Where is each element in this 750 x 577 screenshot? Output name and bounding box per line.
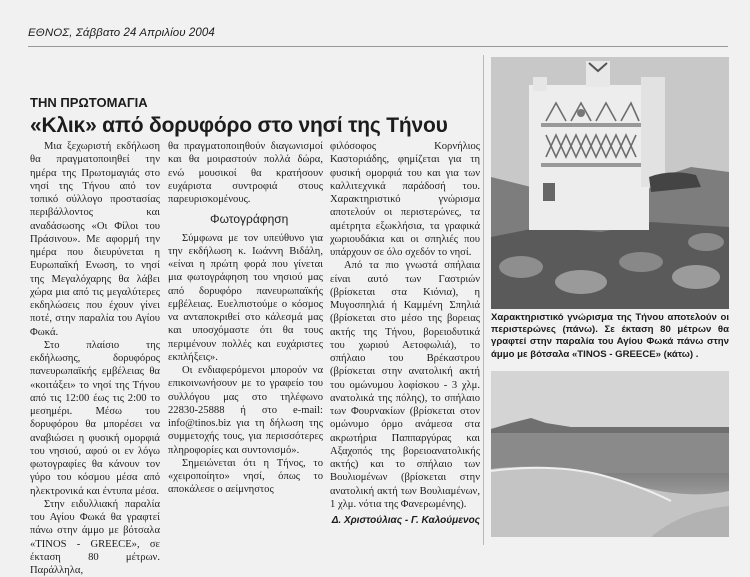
- newspaper-header: ΕΘΝΟΣ, Σάββατο 24 Απριλίου 2004: [28, 27, 215, 39]
- article-column-2: [168, 140, 323, 497]
- dovecote-illustration: [491, 57, 729, 309]
- article-column-3: [330, 140, 480, 527]
- paragraph: θα πραγματοποιηθούν διαγωνισμοί και θα μοιραστούν πολλά δώρα, ενώ μουσικοί θα κρατήσουν ευχάριστα συντροφιά στους παρευρισκομένους.: [168, 141, 323, 205]
- column-divider: [483, 55, 484, 545]
- paragraph: Μια ξεχωριστή εκδήλωση θα πραγματοποιηθεί την ημέρα της Πρωτομαγιάς στο νησί της Τήνου από τον τοπικό σύλλογο προστασίας περιβάλλοντος και αναδάσωσης «Οι Φίλοι του Πράσινου». Με αφορμή την ημέρα που διευρύνεται η Ευρωπαϊκή Ενωση, το νησί της Μεγαλόχαρης θα λάβει χώρα μια από τις μεγαλύτερες εκδηλώσεις που έχουν γίνει ποτέ, στην παραλία του Αγίου Φωκά.: [30, 141, 160, 338]
- paragraph: Στην ειδυλλιακή παραλία του Αγίου Φωκά θα γραφτεί πάνω στην άμμο με βότσαλα «TINOS - GREECE», σε έκταση 80 μέτρων. Παράλληλα,: [30, 498, 160, 576]
- paragraph: Οι ενδιαφερόμενοι μπορούν να επικοινωνήσουν με το γραφείο του συλλόγου μας στο τηλέφωνο 22830-25888 ή στο e-mail: info@tinos.biz για τη δήλωση της συμμετοχής τους, για περισσότερες πληροφορίες και συντονισμό».: [168, 365, 323, 456]
- paragraph: Σύμφωνα με τον υπεύθυνο για την εκδήλωση κ. Ιωάννη Βιδάλη, «είναι η πρώτη φορά που γίνεται μια φωτογράφηση του νησιού μας από δορυφόρο πανευρωπαϊκής εμβέλειας. Ευελπιστούμε ο κόσμος να ανταποκριθεί στο κάλεσμά μας και υποσχόμαστε ότι θα τους περιμένουν πολλές και ευχάριστες εκπλήξεις».: [168, 232, 323, 363]
- beach-photo: [491, 371, 729, 537]
- dovecote-photo: [491, 57, 729, 309]
- article-headline: «Κλικ» από δορυφόρο στο νησί της Τήνου: [30, 114, 448, 137]
- article-kicker: ΤΗΝ ΠΡΩΤΟΜΑΓΙΑ: [30, 95, 148, 110]
- photo-caption: Χαρακτηριστικό γνώρισμα της Τήνου αποτελούν οι περιστερώνες (πάνω). Σε έκταση 80 μέτρων θα γραφτεί στην παραλία του Αγίου Φωκά πάνω στην άμμο με βότσαλα «TINOS - GREECE» (κάτω) .: [491, 312, 729, 360]
- paragraph: Στο πλαίσιο της εκδήλωσης, δορυφόρος πανευρωπαϊκής εμβέλειας θα «κοιτάξει» το νησί της Τήνου από τις 12:00 έως τις 2:00 το μεσημέρι. Μέσω του δορυφόρου θα μπορέσει να αναβιώσει η φυσική ομορφιά του νησιού, αφού οι εν λόγω φωτογραφίες θα κάνουν τον γύρο του κόσμου μέσα από ηλεκτρονικά και έντυπα μέσα.: [30, 339, 160, 497]
- byline: Δ. Χριστούλιας - Γ. Καλούμενος: [331, 515, 480, 526]
- paragraph: φιλόσοφος Κορνήλιος Καστοριάδης, φημίζεται για τη φυσική ομορφιά του και για των καλλιτεχνικά παράδοσή του. Χαρακτηριστικό γνώρισμα αποτελούν οι περιστερώνες, τα αμέτρητα εξωκλήσια, τα γραφικά χωριουδάκια και οι σπηλιές που υπάρχουν σε όλο σχεδόν το νησί.: [330, 141, 480, 258]
- paragraph: Από τα πιο γνωστά σπήλαια είναι αυτό των Γαστριών (βρίσκεται στα Κιόνια), η Μυγοσπηλιά ή Καμμένη Σπηλιά (βρίσκεται στο μέσο της βορειας ακτής της Τήνου, βορειοδυτικά του χωριού Αετοφωλιά), το σπήλαιο του Βρέκαστρου (βρίσκεται στην ανατολική ακτή του ομώνυμου λοφίσκου - 3 χλμ. ανατολικά της πόλης), το σπήλαιο των Φουρνακίων (βρίσκεται στον ομώνυμο όρμο ανάμεσα στα ακρωτήρια Παππαργύρας και Αξαχοπός της βορειοανατολικής ακτής) και το σπήλαιο των Βουλιομένων (βρίσκεται στην ανατολική ακτή των Βουλιαμένων, 1 χλμ. νότια της Φανερωμένης).: [330, 260, 480, 510]
- beach-illustration: [491, 371, 729, 537]
- article-column-1: [30, 140, 160, 577]
- section-subhead: Φωτογράφηση: [210, 212, 289, 227]
- paragraph: Σημειώνεται ότι η Τήνος, το «χειροποίητο» νησί, όπως το αποκάλεσε ο αείμνηστος: [168, 457, 323, 496]
- header-rule: [28, 46, 728, 47]
